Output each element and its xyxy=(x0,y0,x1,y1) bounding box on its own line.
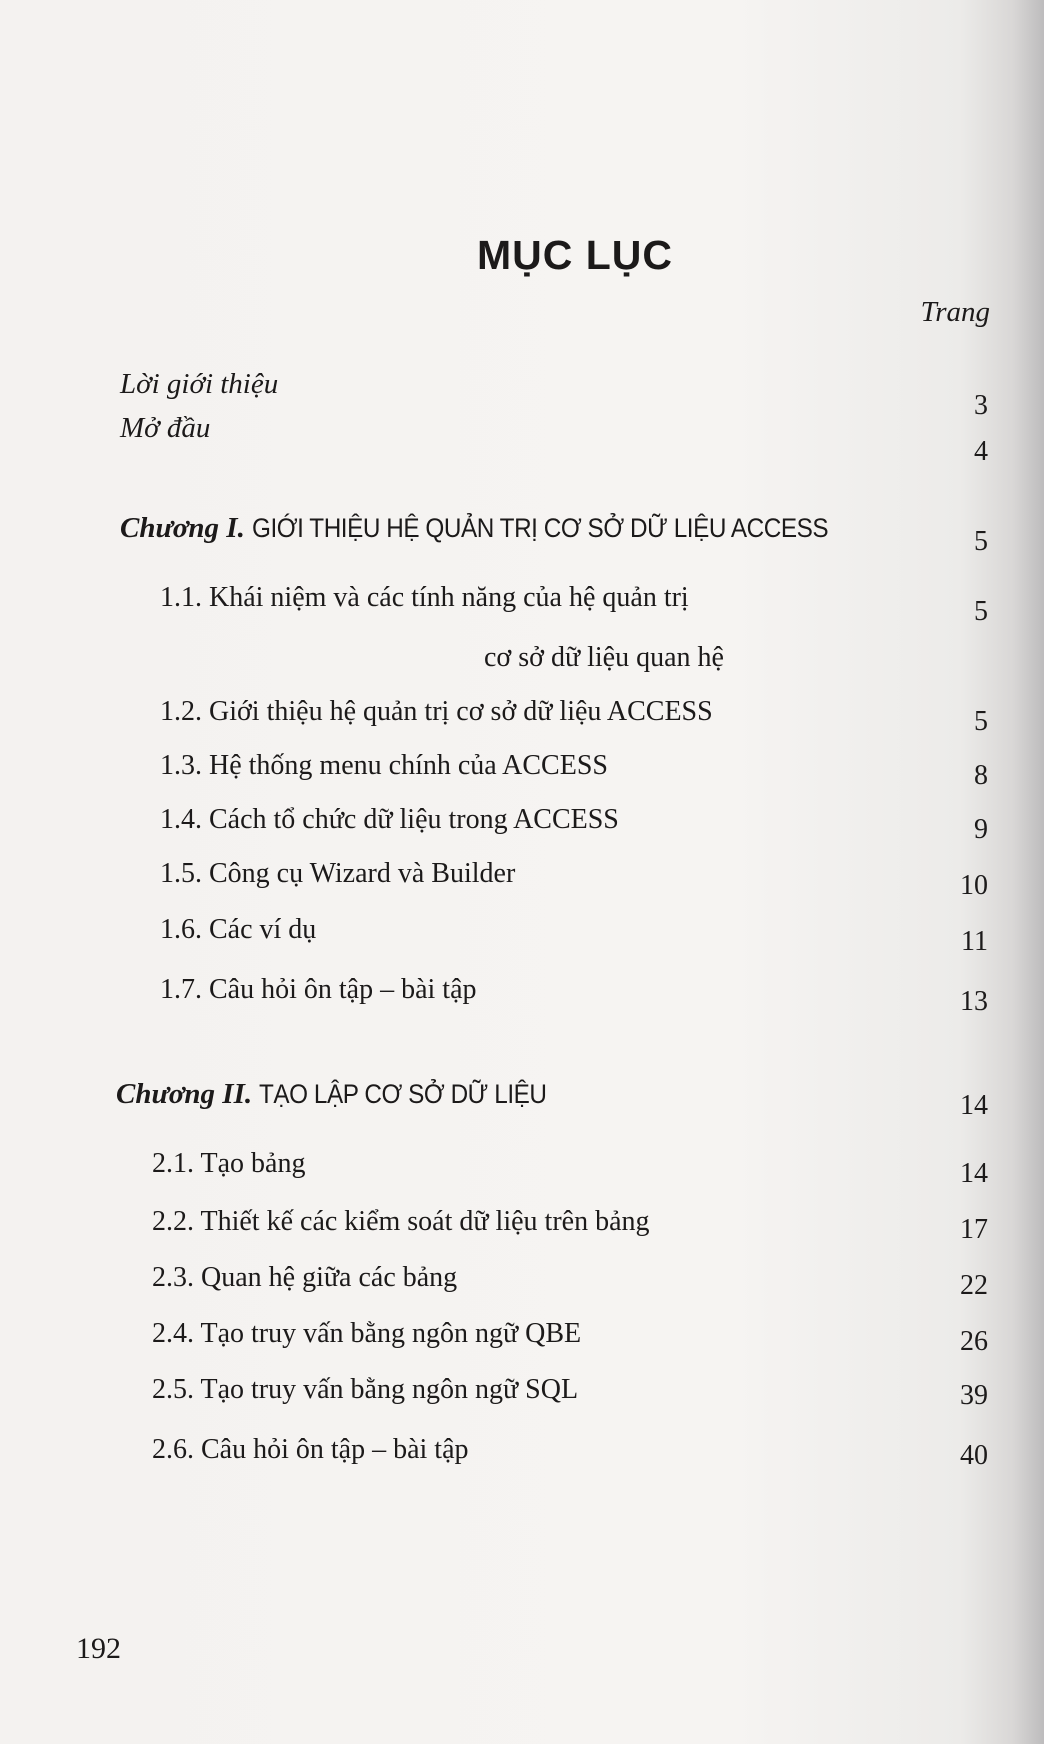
toc-page-number: 4 xyxy=(974,436,988,467)
page-column-header: Trang xyxy=(920,296,990,328)
toc-page-number: 9 xyxy=(974,814,988,845)
toc-entry-continuation: cơ sở dữ liệu quan hệ xyxy=(484,642,724,673)
toc-page-number: 5 xyxy=(974,526,988,557)
toc-entry: 1.4. Cách tổ chức dữ liệu trong ACCESS xyxy=(160,804,619,835)
toc-page-number: 3 xyxy=(974,390,988,421)
toc-page-number: 5 xyxy=(974,706,988,737)
toc-page-number: 22 xyxy=(960,1270,988,1301)
chapter-heading-1 xyxy=(120,512,892,545)
toc-page-number: 8 xyxy=(974,760,988,791)
toc-entry: 2.3. Quan hệ giữa các bảng xyxy=(152,1262,458,1293)
chapter-title: GIỚI THIỆU HỆ QUẢN TRỊ CƠ SỞ DỮ LIỆU ACCESS xyxy=(252,513,829,543)
toc-page-number: 10 xyxy=(960,870,988,901)
toc-entry: 1.5. Công cụ Wizard và Builder xyxy=(160,858,516,889)
toc-entry: 1.2. Giới thiệu hệ quản trị cơ sở dữ liệu ACCESS xyxy=(160,696,713,727)
toc-page-number: 26 xyxy=(960,1326,988,1357)
toc-entry: 2.2. Thiết kế các kiểm soát dữ liệu trên bảng xyxy=(152,1206,650,1237)
page-number: 192 xyxy=(76,1632,121,1665)
chapter-heading-2 xyxy=(116,1078,579,1111)
toc-entry: 2.1. Tạo bảng xyxy=(152,1148,306,1179)
page-title: MỤC LỤC xyxy=(476,232,674,278)
toc-entry: 1.7. Câu hỏi ôn tập – bài tập xyxy=(160,974,477,1005)
toc-page-number: 39 xyxy=(960,1380,988,1411)
chapter-label: Chương I. xyxy=(120,512,245,544)
toc-page-number: 14 xyxy=(960,1158,988,1189)
toc-page-number: 14 xyxy=(960,1090,988,1121)
chapter-label: Chương II. xyxy=(116,1078,253,1110)
toc-entry: 2.6. Câu hỏi ôn tập – bài tập xyxy=(152,1434,469,1465)
chapter-title: TẠO LẬP CƠ SỞ DỮ LIỆU xyxy=(259,1079,547,1109)
toc-page-number: 40 xyxy=(960,1440,988,1471)
toc-page-number: 17 xyxy=(960,1214,988,1245)
toc-entry: 2.4. Tạo truy vấn bằng ngôn ngữ QBE xyxy=(152,1318,582,1349)
toc-entry: 1.1. Khái niệm và các tính năng của hệ quản trị xyxy=(160,582,689,613)
toc-entry: 1.3. Hệ thống menu chính của ACCESS xyxy=(160,750,608,781)
toc-entry: 1.6. Các ví dụ xyxy=(160,914,317,945)
toc-entry: 2.5. Tạo truy vấn bằng ngôn ngữ SQL xyxy=(152,1374,579,1405)
toc-page-number: 11 xyxy=(961,926,988,957)
toc-page-number: 13 xyxy=(960,986,988,1017)
toc-entry-intro: Lời giới thiệu xyxy=(120,368,279,400)
toc-entry-preface: Mở đầu xyxy=(120,412,211,444)
toc-page-number: 5 xyxy=(974,596,988,627)
